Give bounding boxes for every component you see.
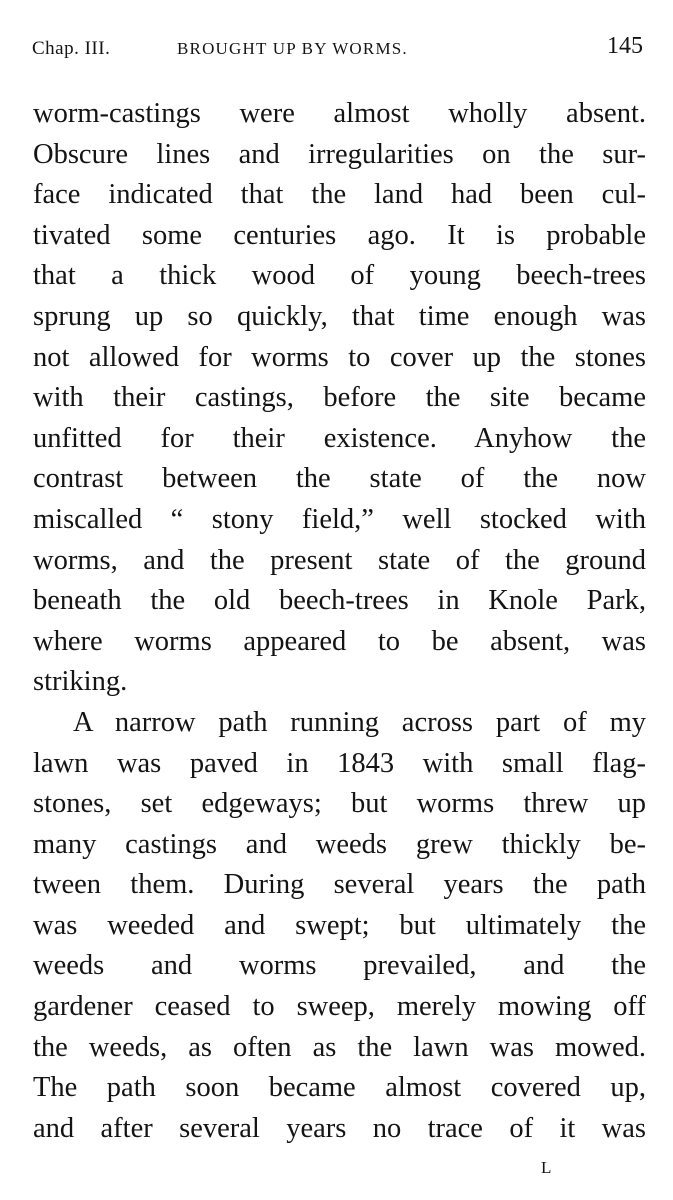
text-line: and after several years no trace of it was <box>33 1112 646 1144</box>
text-line: the weeds, as often as the lawn was mowed. <box>33 1031 646 1063</box>
body-text <box>33 94 646 1149</box>
running-head <box>32 30 643 66</box>
text-line: beneath the old beech-trees in Knole Park, <box>33 585 646 617</box>
running-title: BROUGHT UP BY WORMS. <box>177 39 408 58</box>
text-line: weeds and worms prevailed, and the <box>33 950 646 982</box>
text-line: contrast between the state of the now <box>33 463 646 495</box>
text-line: not allowed for worms to cover up the stones <box>33 341 646 373</box>
text-line: A narrow path running across part of my <box>73 706 646 738</box>
chapter-label: Chap. III. <box>32 38 111 59</box>
text-line: striking. <box>33 666 128 698</box>
text-line: Obscure lines and irregularities on the sur- <box>33 138 646 170</box>
text-line: face indicated that the land had been cul- <box>33 179 646 211</box>
text-line: where worms appeared to be absent, was <box>33 625 646 657</box>
text-line: sprung up so quickly, that time enough was <box>33 300 646 332</box>
paragraph-1 <box>33 94 646 703</box>
text-line: miscalled “ stony field,” well stocked with <box>33 503 646 535</box>
text-line: tivated some centuries ago. It is probable <box>33 219 646 251</box>
text-line: lawn was paved in 1843 with small flag- <box>33 747 646 779</box>
text-line: with their castings, before the site became <box>33 382 646 414</box>
text-line: that a thick wood of young beech-trees <box>33 260 646 292</box>
text-line: The path soon became almost covered up, <box>33 1072 646 1104</box>
text-line: tween them. During several years the path <box>33 869 646 901</box>
paragraph-2 <box>33 703 646 1150</box>
text-line: many castings and weeds grew thickly be- <box>33 828 646 860</box>
text-line: stones, set edgeways; but worms threw up <box>33 788 646 820</box>
text-line: worm-castings were almost wholly absent. <box>33 98 646 129</box>
text-line: gardener ceased to sweep, merely mowing off <box>33 991 646 1023</box>
page-number: 145 <box>607 33 643 59</box>
signature-mark: L <box>541 1158 553 1177</box>
text-line: was weeded and swept; but ultimately the <box>33 909 646 941</box>
text-line: worms, and the present state of the ground <box>33 544 646 576</box>
text-line: unfitted for their existence. Anyhow the <box>33 422 646 454</box>
